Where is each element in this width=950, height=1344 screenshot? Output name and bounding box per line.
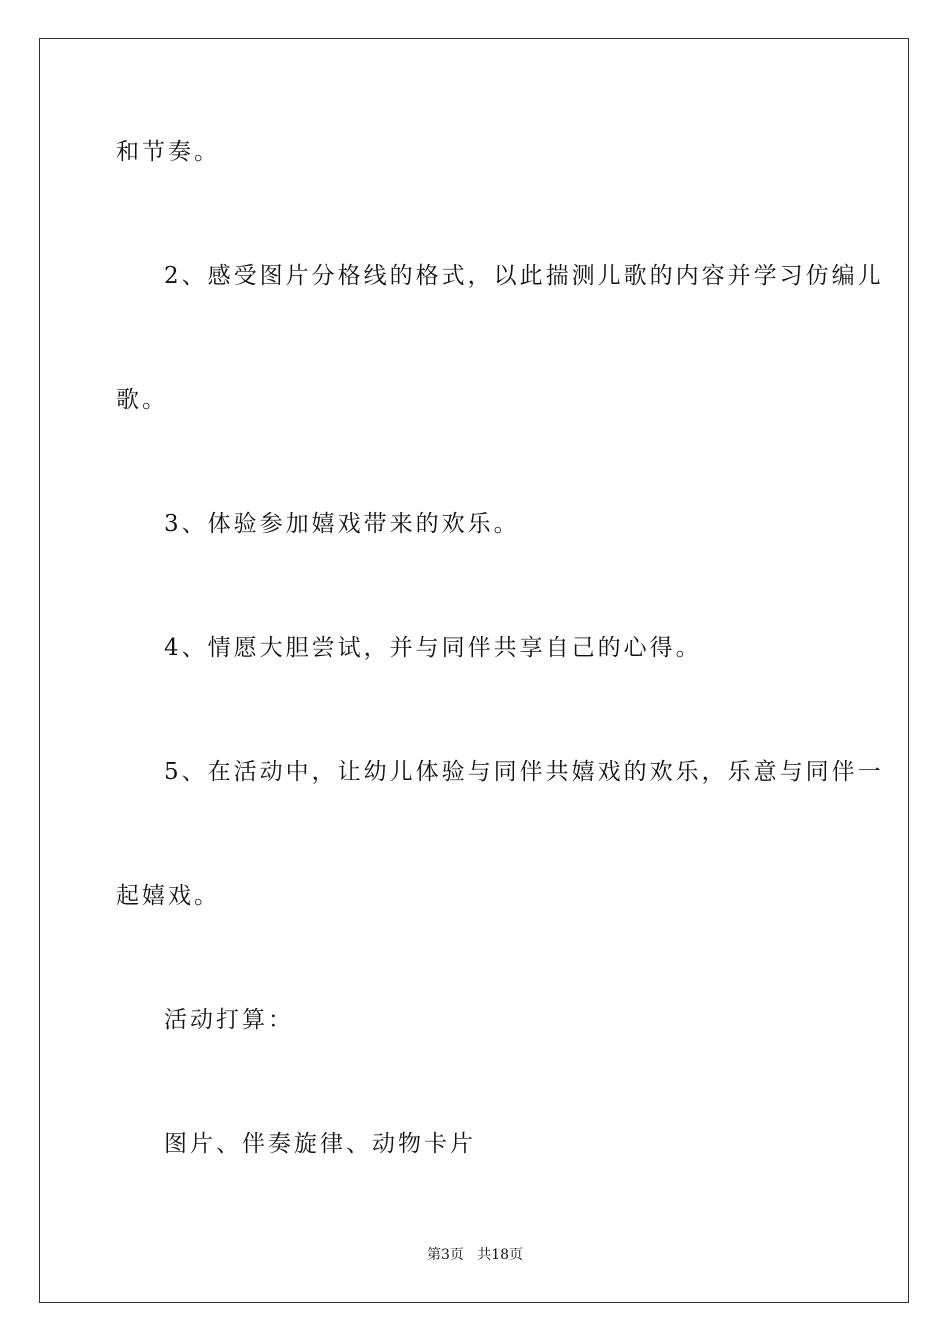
- text-line-8: 活动打算：: [164, 1007, 294, 1033]
- text-line-3: 歌。: [116, 387, 168, 413]
- text-line-6: 5、在活动中，让幼儿体验与同伴共嬉戏的欢乐，乐意与同伴一: [164, 759, 884, 785]
- text-line-5: 4、情愿大胆尝试，并与同伴共享自己的心得。: [164, 635, 702, 661]
- document-page: [39, 38, 909, 1303]
- text-line-9: 图片、伴奏旋律、动物卡片: [164, 1131, 476, 1157]
- text-line-1: 和节奏。: [116, 139, 220, 165]
- text-line-2: 2、感受图片分格线的格式，以此揣测儿歌的内容并学习仿编儿: [164, 263, 884, 289]
- text-line-4: 3、体验参加嬉戏带来的欢乐。: [164, 511, 520, 537]
- page-footer: 第3页 共18页: [426, 1247, 524, 1263]
- text-line-7: 起嬉戏。: [116, 883, 220, 909]
